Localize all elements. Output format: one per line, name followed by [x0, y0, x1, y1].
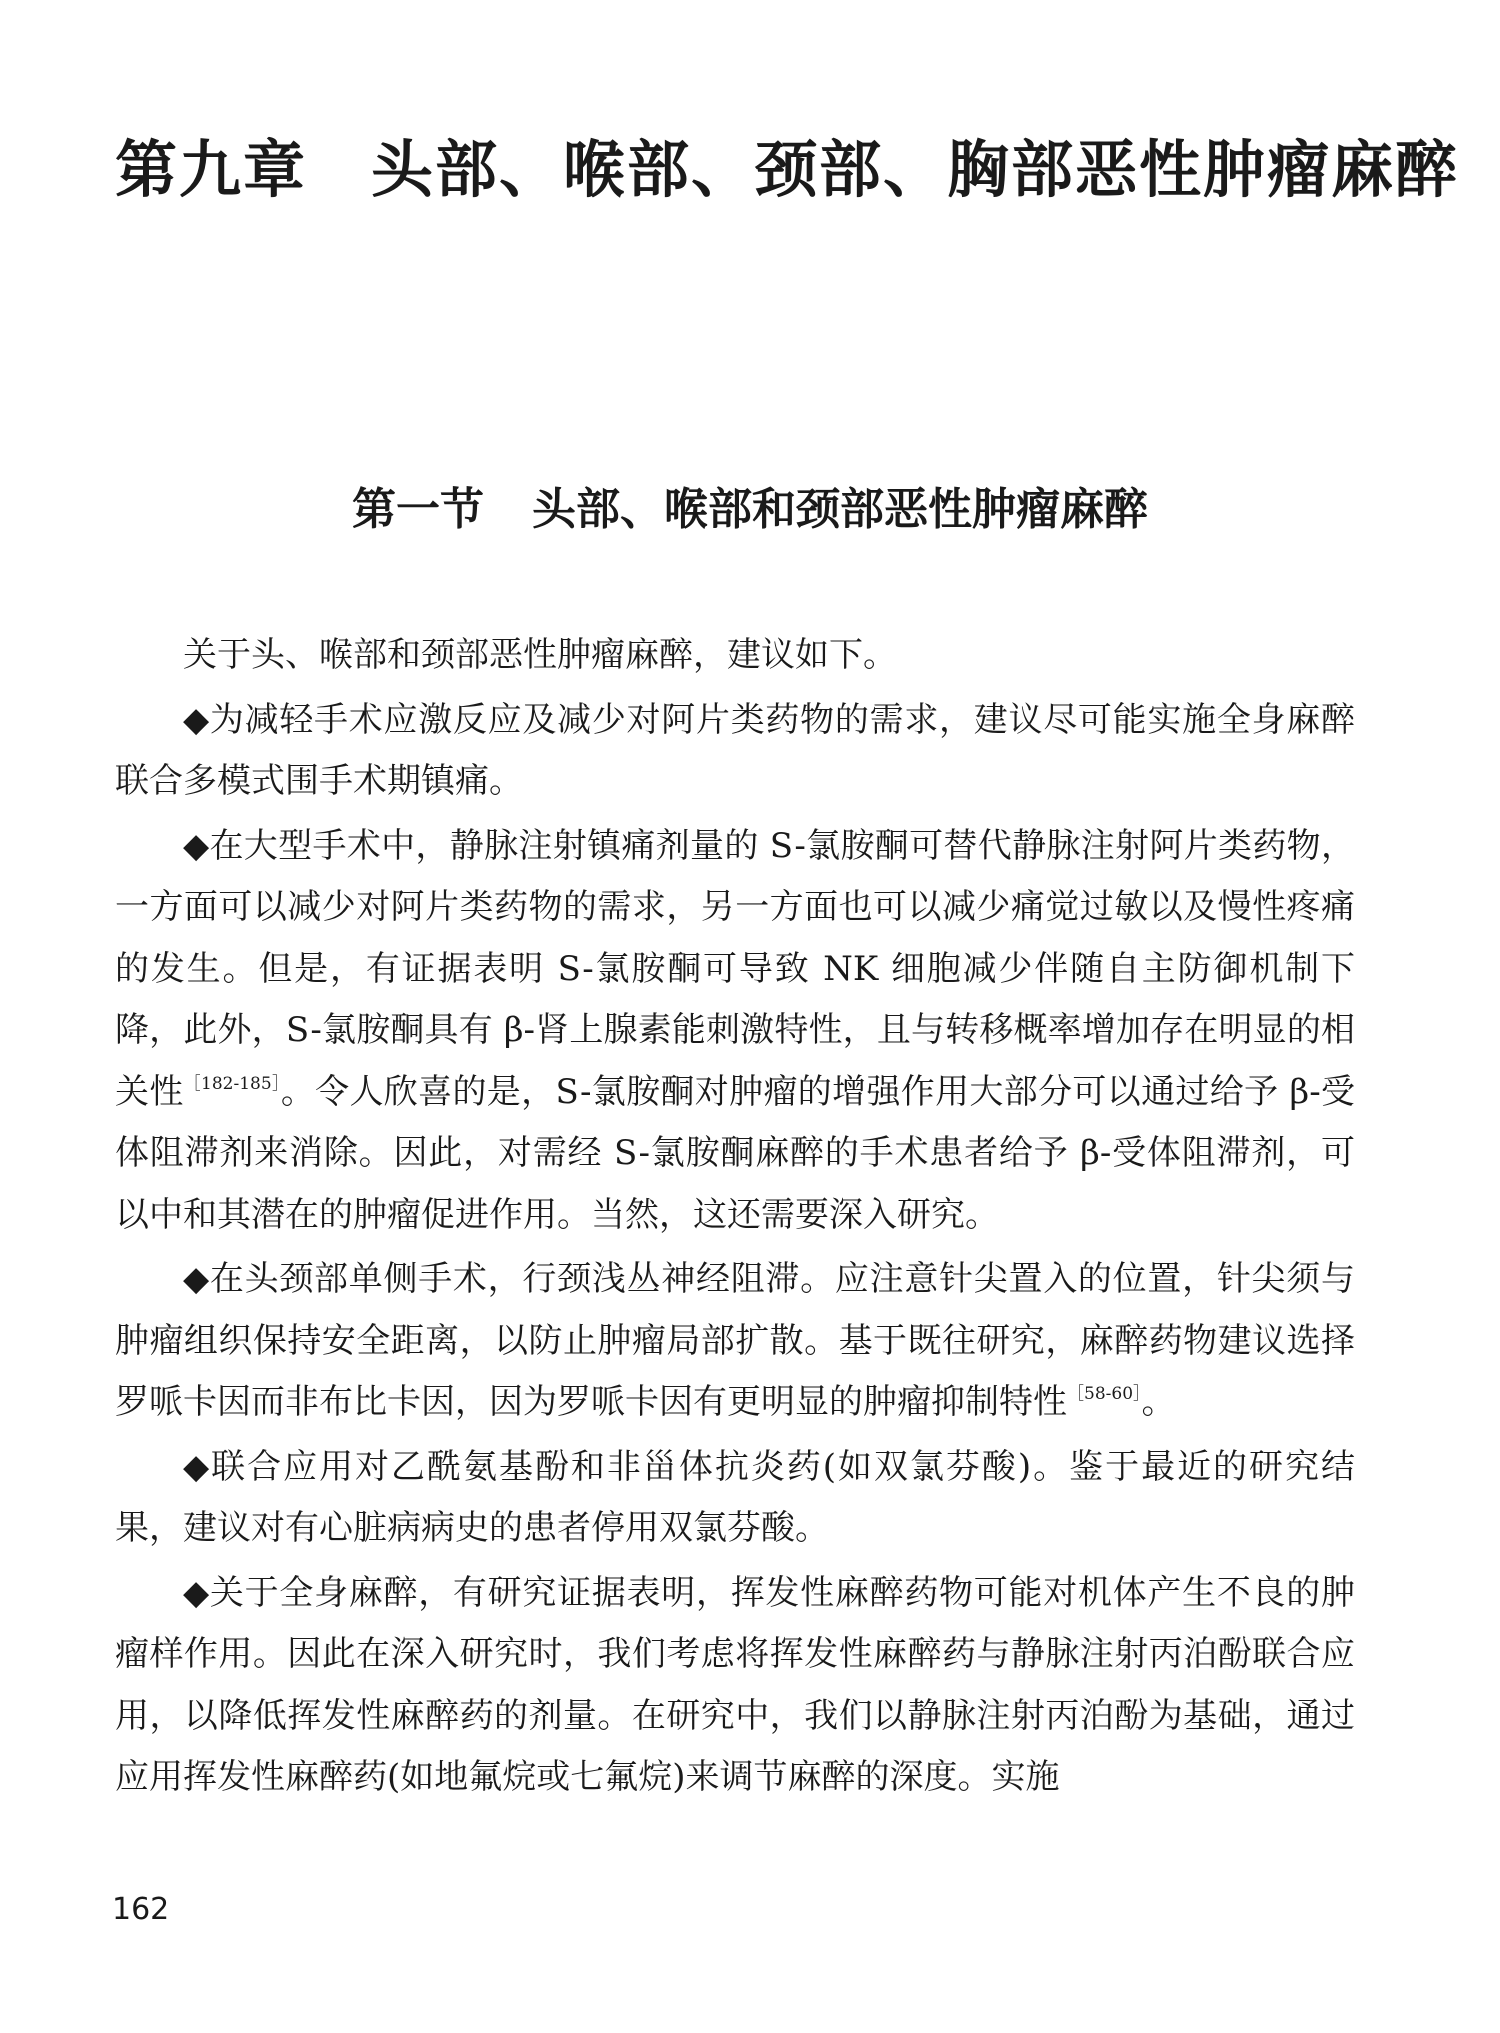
paragraph-bullet-nerve-block — [115, 1249, 1355, 1434]
paragraph-text: ◆关于全身麻醉，有研究证据表明，挥发性麻醉药物可能对机体产生不良的肿瘤样作用。因此在深入研究时，我们考虑将挥发性麻醉药与静脉注射丙泊酚联合应用，以降低挥发性麻醉药的剂量。在研究中，我们以静脉注射丙泊酚为基础，通过应用挥发性麻醉药(如地氟烷或七氟烷)来调节麻醉的深度。实施 — [115, 1572, 1355, 1797]
paragraph-text-tail: 。令人欣喜的是，S-氯胺酮对肿瘤的增强作用大部分可以通过给予 β-受体阻滞剂来消除。因此，对需经 S-氯胺酮麻醉的手术患者给予 β-受体阻滞剂，可以中和其潜在的肿瘤促进作用。当然，这还需要深入研究。 — [115, 1071, 1356, 1235]
paragraph-bullet-ketamine — [115, 816, 1355, 1247]
paragraph-bullet-general-anesthesia — [115, 1563, 1355, 1809]
chapter-title — [115, 130, 1460, 210]
section-title — [0, 480, 1500, 540]
paragraph-bullet-analgesia — [115, 690, 1355, 813]
page-number: 162 — [112, 1892, 170, 1927]
paragraph-text-tail: 。 — [1141, 1382, 1176, 1422]
paragraph-text: ◆在头颈部单侧手术，行颈浅丛神经阻滞。应注意针尖置入的位置，针尖须与肿瘤组织保持安全距离，以防止肿瘤局部扩散。基于既往研究，麻醉药物建议选择罗哌卡因而非布比卡因，因为罗哌卡因有更明显的肿瘤抑制特性 — [115, 1259, 1355, 1422]
chapter-title-text: 头部、喉部、颈部、胸部恶性肿瘤麻醉 — [371, 133, 1460, 206]
section-number: 第一节 — [352, 484, 484, 535]
paragraph-text: ◆联合应用对乙酰氨基酚和非甾体抗炎药(如双氯芬酸)。鉴于最近的研究结果，建议对有心脏病病史的患者停用双氯芬酸。 — [115, 1446, 1355, 1548]
paragraph-bullet-nsaid — [115, 1437, 1355, 1560]
paragraph-text: ◆在大型手术中，静脉注射镇痛剂量的 S-氯胺酮可替代静脉注射阿片类药物，一方面可以减少对阿片类药物的需求，另一方面也可以减少痛觉过敏以及慢性疼痛的发生。但是，有证据表明 S-氯胺酮可导致 NK 细胞减少伴随自主防御机制下降，此外，S-氯胺酮具有 β-肾上腺素能刺激特性，且与转移概率增加存在明显的相关性 — [115, 825, 1355, 1112]
section-title-text: 头部、喉部和颈部恶性肿瘤麻醉 — [532, 484, 1148, 535]
body-text — [115, 625, 1355, 1812]
paragraph-text: 关于头、喉部和颈部恶性肿瘤麻醉，建议如下。 — [183, 635, 897, 675]
paragraph-intro — [115, 625, 1355, 687]
citation: ［58-60］ — [1067, 1384, 1142, 1404]
citation: ［182-185］ — [183, 1073, 281, 1094]
chapter-number: 第九章 — [115, 133, 308, 206]
paragraph-text: ◆为减轻手术应激反应及减少对阿片类药物的需求，建议尽可能实施全身麻醉联合多模式围手术期镇痛。 — [115, 699, 1355, 801]
